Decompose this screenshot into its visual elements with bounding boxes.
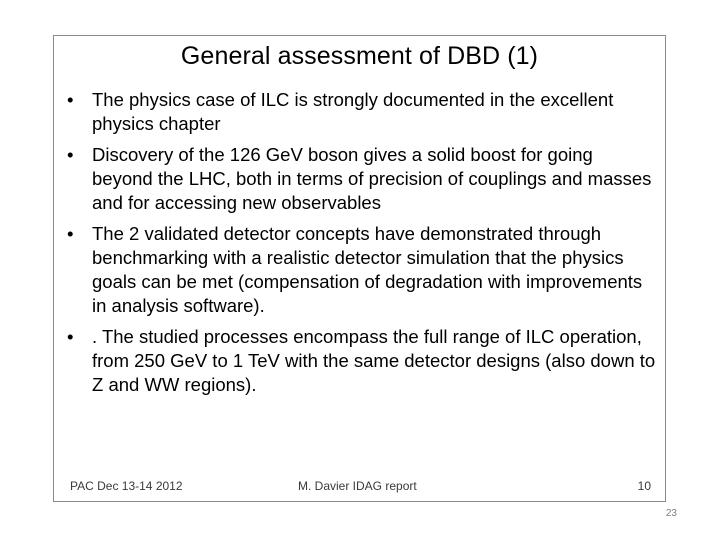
bullet-text: The physics case of ILC is strongly documented in the excellent physics chapter: [92, 89, 614, 134]
bullet-item: [66, 325, 656, 397]
footer-author: M. Davier IDAG report: [298, 479, 417, 493]
slide-footer: [54, 477, 665, 495]
bullet-marker: •: [67, 223, 74, 244]
footer-slide-number: 10: [637, 479, 651, 493]
bullet-marker: •: [67, 144, 74, 165]
bullet-marker: •: [67, 89, 74, 110]
bullet-text: . The studied processes encompass the full range of ILC operation, from 250 GeV to 1 TeV with the same detector designs (also down to Z and WW regions).: [92, 326, 656, 395]
slide-title: General assessment of DBD (1): [180, 42, 539, 70]
bullet-text: The 2 validated detector concepts have demonstrated through benchmarking with a realistic detector simulation that the physics goals can be met (compensation of degradation with improvements in analysis software).: [92, 223, 643, 316]
bullet-text: Discovery of the 126 GeV boson gives a solid boost for going beyond the LHC, both in terms of precision of couplings and masses and for accessing new observables: [92, 144, 652, 213]
bullet-item: [66, 222, 656, 318]
page-number: 23: [665, 508, 677, 519]
bullet-marker: •: [67, 326, 74, 347]
bullet-list: [66, 88, 656, 404]
bullet-item: [66, 88, 656, 136]
slide-frame: [53, 35, 666, 502]
footer-date: PAC Dec 13-14 2012: [70, 479, 183, 493]
bullet-item: [66, 143, 656, 215]
